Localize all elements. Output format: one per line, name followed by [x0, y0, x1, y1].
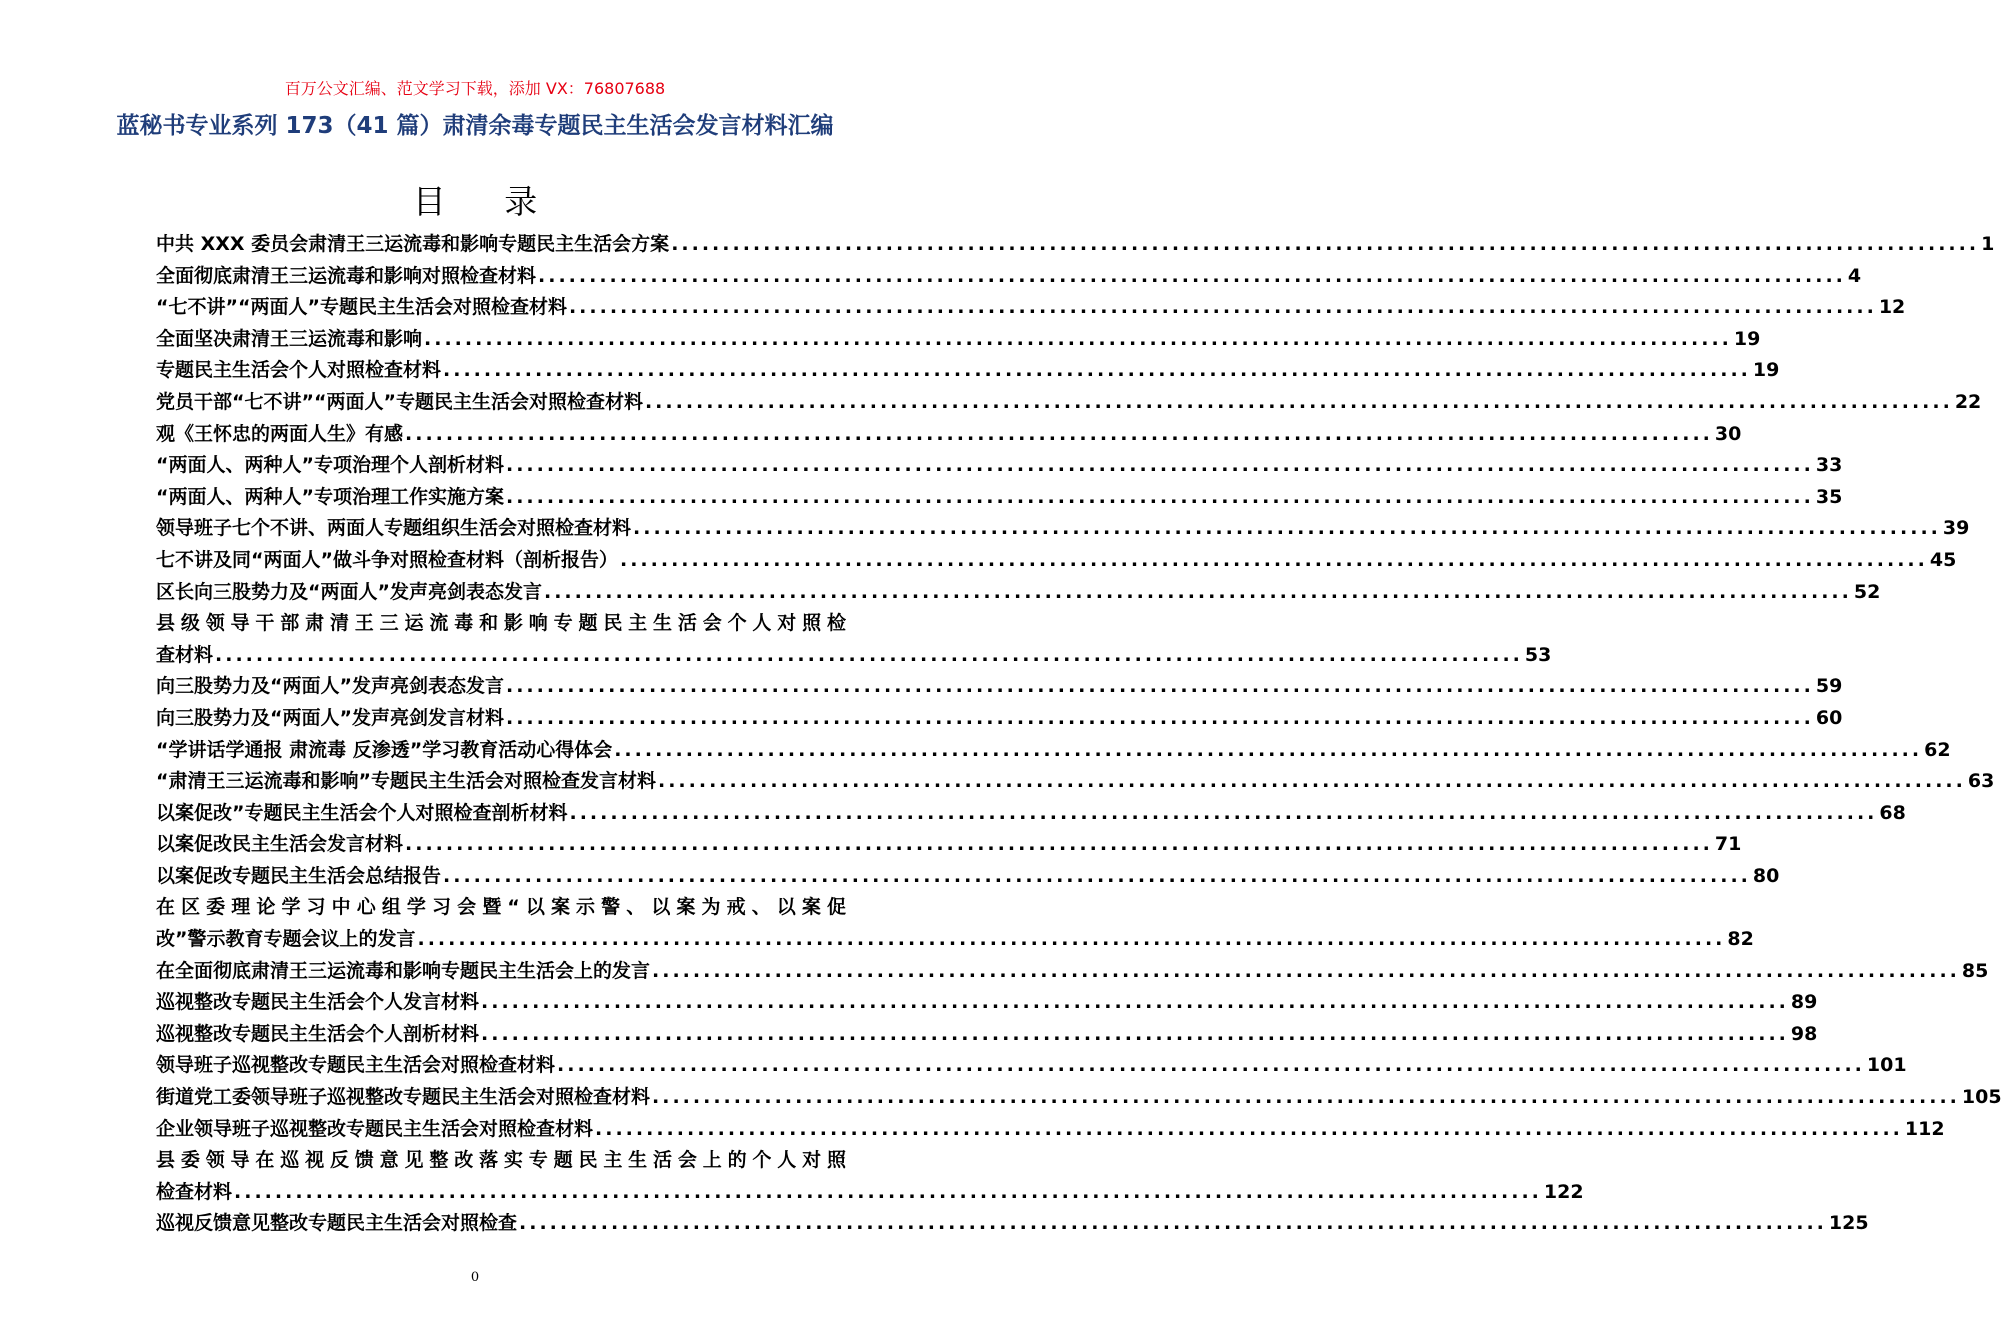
toc-leader-dots [418, 924, 1726, 956]
toc-entry[interactable] [156, 1208, 1869, 1240]
toc-entry[interactable] [156, 1114, 1945, 1146]
toc-entry-title: “学讲话学通报 肃流毒 反渗透”学习教育活动心得体会 [156, 738, 613, 761]
toc-entry[interactable] [156, 987, 1818, 1019]
toc-entry-title: 区长向三股势力及“两面人”发声亮剑表态发言 [156, 580, 542, 603]
toc-entry-page: 122 [1543, 1180, 1584, 1203]
toc-entry[interactable] [156, 387, 1982, 419]
toc-entry-title-continued: 查材料 [156, 643, 214, 666]
toc-leader-dots [652, 956, 1960, 988]
toc-entry-title: 全面彻底肃清王三运流毒和影响对照检查材料 [156, 264, 537, 287]
toc-leader-dots [620, 545, 1928, 577]
toc-entry-page: 19 [1733, 327, 1761, 350]
toc-entry-title: 街道党工委领导班子巡视整改专题民主生活会对照检查材料 [156, 1086, 651, 1109]
toc-leader-dots [506, 703, 1814, 735]
table-of-contents [156, 229, 2002, 1240]
toc-entry[interactable] [156, 482, 1843, 514]
toc-entry-page: 80 [1752, 864, 1780, 887]
toc-entry[interactable] [156, 956, 1989, 988]
toc-entry-page: 125 [1828, 1212, 1869, 1235]
toc-entry-title: 在全面彻底肃清王三运流毒和影响专题民主生活会上的发言 [156, 959, 651, 982]
toc-entry-page: 62 [1924, 738, 1951, 761]
toc-entry[interactable] [156, 355, 1780, 387]
toc-entry-title: 领导班子巡视整改专题民主生活会对照检查材料 [156, 1054, 556, 1077]
toc-entry-title: 巡视整改专题民主生活会个人剖析材料 [156, 1022, 480, 1045]
toc-entry-title: 党员干部“七不讲”“两面人”专题民主生活会对照检查材料 [156, 390, 643, 413]
header-note: 百万公文汇编、范文学习下载，添加 VX：76807688 [284, 79, 666, 98]
toc-entry-page: 85 [1961, 959, 1989, 982]
toc-leader-dots [443, 861, 1751, 893]
toc-entry[interactable] [156, 703, 1843, 735]
toc-leader-dots [443, 355, 1751, 387]
toc-entry-page: 112 [1904, 1117, 1945, 1140]
toc-entry-page: 53 [1524, 643, 1552, 666]
toc-entry-page: 82 [1727, 928, 1754, 951]
toc-entry[interactable] [156, 798, 1906, 830]
document-title: 蓝秘书专业系列 173（41 篇）肃清余毒专题民主生活会发言材料汇编 [116, 113, 834, 139]
toc-leader-dots [506, 671, 1814, 703]
toc-entry-title: “两面人、两种人”专项治理个人剖析材料 [156, 454, 504, 477]
toc-leader-dots [506, 482, 1814, 514]
toc-entry-page: 19 [1752, 359, 1780, 382]
toc-entry-page: 63 [1967, 770, 1995, 793]
toc-entry[interactable] [156, 324, 1761, 356]
toc-entry[interactable] [156, 513, 1970, 545]
toc-entry-page: 45 [1929, 548, 1957, 571]
toc-entry[interactable] [156, 671, 1843, 703]
toc-heading: 目 录 [412, 182, 562, 221]
toc-entry[interactable] [156, 892, 1754, 955]
toc-entry-page: 30 [1714, 422, 1742, 445]
toc-entry-title: 以案促改专题民主生活会总结报告 [156, 864, 442, 887]
toc-entry-title: 中共 XXX 委员会肃清王三运流毒和影响专题民主生活会方案 [156, 233, 670, 255]
toc-leader-dots [506, 450, 1814, 482]
toc-entry-title: 向三股势力及“两面人”发声亮剑表态发言 [156, 675, 504, 698]
toc-entry[interactable] [156, 577, 1881, 609]
toc-entry-page: 59 [1815, 675, 1843, 698]
toc-entry-title: 专题民主生活会个人对照检查材料 [156, 359, 442, 382]
toc-entry-title: 以案促改民主生活会发言材料 [156, 833, 404, 856]
toc-entry-page: 68 [1879, 801, 1906, 824]
toc-entry[interactable] [156, 450, 1843, 482]
toc-entry-title: 七不讲及同“两面人”做斗争对照检查材料（剖析报告） [156, 548, 618, 571]
toc-entry[interactable] [156, 229, 1995, 261]
toc-entry-page: 60 [1815, 706, 1843, 729]
toc-entry-page: 39 [1942, 517, 1970, 540]
toc-entry-page: 33 [1815, 454, 1843, 477]
toc-leader-dots [671, 229, 1979, 261]
toc-leader-dots [645, 387, 1953, 419]
toc-leader-dots [538, 261, 1846, 293]
toc-leader-dots [405, 829, 1713, 861]
page-number: 0 [470, 1270, 480, 1285]
toc-entry-page: 71 [1714, 833, 1742, 856]
toc-entry-title: 以案促改”专题民主生活会个人对照检查剖析材料 [156, 801, 568, 824]
toc-entry-title: 县委领导在巡视反馈意见整改落实专题民主生活会上的个人对照 [156, 1149, 846, 1172]
toc-entry-page: 98 [1790, 1022, 1818, 1045]
toc-leader-dots [633, 513, 1941, 545]
toc-leader-dots [424, 324, 1732, 356]
toc-entry[interactable] [156, 261, 1862, 293]
toc-entry-title: 巡视反馈意见整改专题民主生活会对照检查 [156, 1212, 518, 1235]
toc-entry-page: 52 [1853, 580, 1881, 603]
toc-entry[interactable] [156, 545, 1957, 577]
toc-leader-dots [569, 292, 1877, 324]
toc-leader-dots [595, 1114, 1903, 1146]
toc-entry-page: 12 [1878, 296, 1906, 319]
toc-leader-dots [652, 1082, 1960, 1114]
toc-entry[interactable] [156, 766, 1995, 798]
toc-entry-title: 全面坚决肃清王三运流毒和影响 [156, 327, 423, 350]
toc-entry-title: 企业领导班子巡视整改专题民主生活会对照检查材料 [156, 1117, 594, 1140]
toc-entry-title-continued: 改”警示教育专题会议上的发言 [156, 928, 416, 951]
toc-entry[interactable] [156, 292, 1906, 324]
toc-entry-page: 105 [1961, 1086, 2002, 1109]
toc-entry-page: 89 [1790, 991, 1818, 1014]
toc-entry-title: 县级领导干部肃清王三运流毒和影响专题民主生活会个人对照检 [156, 612, 846, 635]
toc-leader-dots [658, 766, 1966, 798]
toc-leader-dots [215, 640, 1523, 672]
toc-entry[interactable] [156, 861, 1780, 893]
toc-leader-dots [234, 1177, 1542, 1209]
toc-entry-title: 向三股势力及“两面人”发声亮剑发言材料 [156, 706, 504, 729]
toc-entry-page: 35 [1815, 485, 1843, 508]
toc-leader-dots [570, 798, 1878, 830]
toc-entry-title: 观《王怀忠的两面人生》有感 [156, 422, 404, 445]
toc-entry-title: 巡视整改专题民主生活会个人发言材料 [156, 991, 480, 1014]
toc-entry[interactable] [156, 829, 1742, 861]
toc-entry-title-continued: 检查材料 [156, 1180, 233, 1203]
toc-entry[interactable] [156, 419, 1742, 451]
toc-entry[interactable] [156, 608, 1552, 671]
toc-entry-title: “肃清王三运流毒和影响”专题民主生活会对照检查发言材料 [156, 770, 656, 793]
toc-leader-dots [557, 1050, 1865, 1082]
toc-entry-title: 在区委理论学习中心组学习会暨“以案示警、以案为戒、以案促 [156, 896, 846, 919]
toc-leader-dots [481, 1019, 1789, 1051]
toc-entry[interactable] [156, 1019, 1818, 1051]
toc-entry-page: 4 [1847, 264, 1862, 287]
toc-leader-dots [544, 577, 1852, 609]
toc-leader-dots [481, 987, 1789, 1019]
toc-entry-page: 22 [1954, 390, 1982, 413]
toc-entry[interactable] [156, 1050, 1907, 1082]
toc-entry-title: 领导班子七个不讲、两面人专题组织生活会对照检查材料 [156, 517, 632, 540]
toc-entry[interactable] [156, 735, 1951, 767]
toc-entry-title: “两面人、两种人”专项治理工作实施方案 [156, 485, 504, 508]
toc-entry[interactable] [156, 1082, 2002, 1114]
toc-leader-dots [614, 735, 1922, 767]
toc-entry[interactable] [156, 1145, 1584, 1208]
toc-leader-dots [519, 1208, 1827, 1240]
toc-leader-dots [405, 419, 1713, 451]
toc-entry-page: 101 [1866, 1054, 1907, 1077]
toc-entry-page: 1 [1981, 233, 1995, 255]
toc-entry-title: “七不讲”“两面人”专题民主生活会对照检查材料 [156, 296, 567, 319]
